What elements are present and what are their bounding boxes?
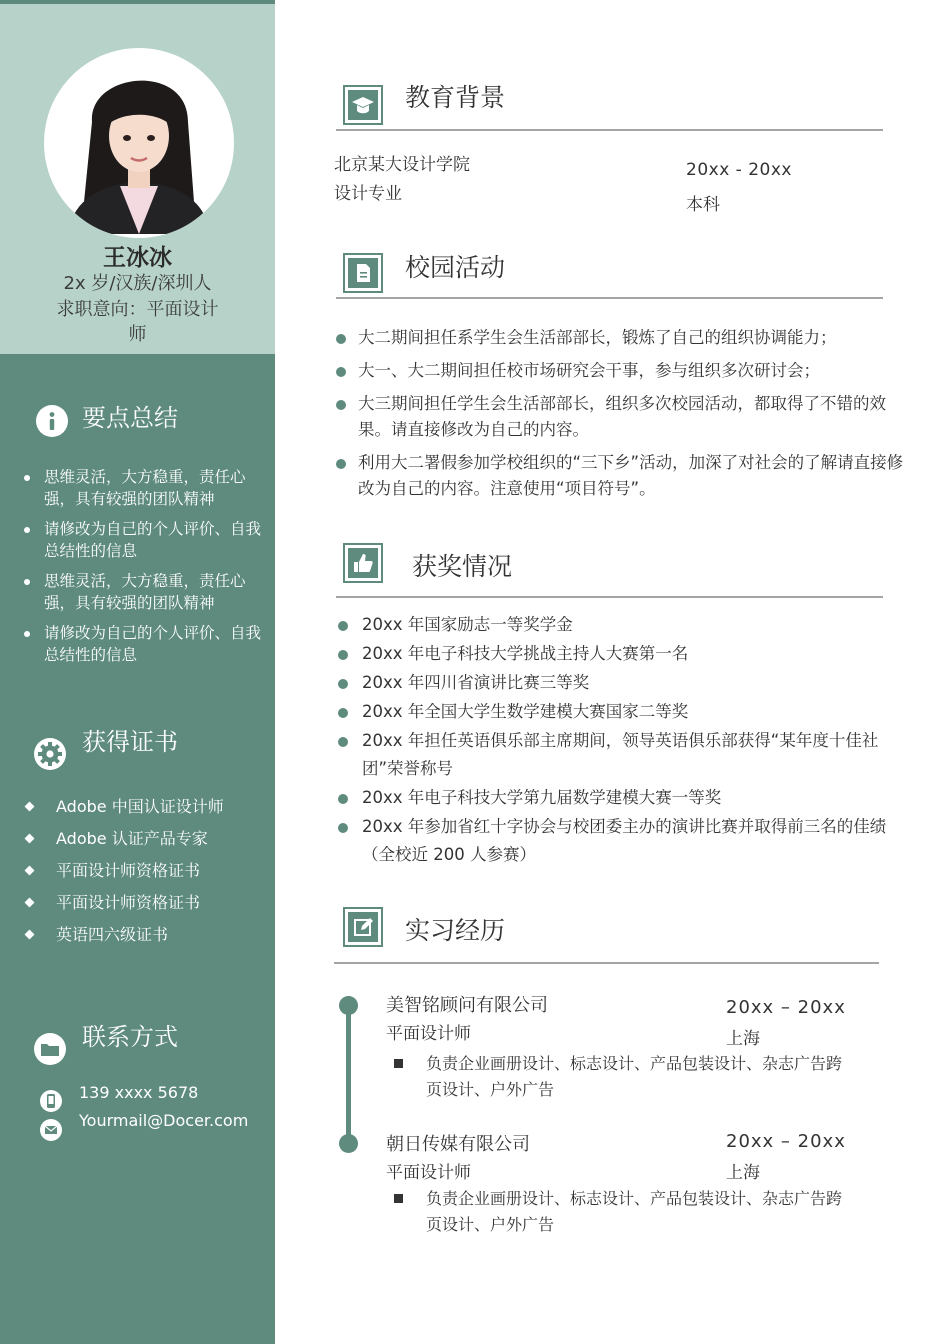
phone-number: 139 xxxx 5678 [79, 1083, 199, 1102]
degree: 本科 [686, 195, 720, 215]
list-item: 大二期间担任系学生会生活部部长，锻炼了自己的组织协调能力； [336, 325, 906, 351]
list-item: 20xx 年四川省演讲比赛三等奖 [338, 669, 898, 697]
summary-list [22, 466, 262, 674]
top-strip [0, 0, 275, 4]
bullet-icon [338, 737, 348, 747]
list-item: 20xx 年全国大学生数学建模大赛国家二等奖 [338, 698, 898, 726]
activities-heading: 校园活动 [405, 253, 506, 282]
edit-icon [343, 907, 383, 947]
diamond-bullet-icon [25, 930, 35, 940]
info-icon [36, 405, 68, 437]
activities-list [336, 325, 906, 509]
bullet-icon [336, 334, 346, 344]
section-divider [336, 596, 883, 598]
major: 设计专业 [334, 184, 402, 204]
job-period: 20xx – 20xx [726, 997, 846, 1018]
certificates-heading: 获得证书 [82, 728, 178, 756]
job-period: 20xx – 20xx [726, 1131, 846, 1152]
sidebar [0, 0, 275, 1344]
list-item: Adobe 中国认证设计师 [22, 795, 267, 827]
bullet-icon [336, 459, 346, 469]
list-item: 20xx 年国家励志一等奖学金 [338, 611, 898, 639]
list-item: 20xx 年电子科技大学挑战主持人大赛第一名 [338, 640, 898, 668]
list-item: 请修改为自己的个人评价、自我总结性的信息 [22, 518, 262, 562]
summary-heading: 要点总结 [82, 404, 178, 432]
graduation-cap-icon [343, 85, 383, 125]
candidate-name: 王冰冰 [103, 245, 172, 271]
profile-panel [0, 0, 275, 354]
education-period: 20xx - 20xx [686, 160, 792, 180]
section-divider [336, 297, 883, 299]
square-bullet-icon [394, 1194, 403, 1203]
mail-icon [40, 1119, 62, 1141]
list-item: 20xx 年担任英语俱乐部主席期间，领导英语俱乐部获得“某年度十佳社团”荣誉称号 [338, 727, 898, 783]
education-heading: 教育背景 [405, 83, 506, 112]
awards-list [338, 611, 898, 870]
avatar [44, 48, 234, 238]
certificates-list [22, 795, 267, 955]
list-item: 英语四六级证书 [22, 923, 267, 955]
list-item: 请修改为自己的个人评价、自我总结性的信息 [22, 622, 262, 666]
bullet-icon [338, 708, 348, 718]
job-role: 平面设计师 [386, 1024, 471, 1044]
job-company: 美智铭顾问有限公司 [386, 995, 548, 1016]
job-intent: 求职意向：平面设计师 [56, 299, 219, 345]
bullet-icon [24, 527, 30, 533]
internship-heading: 实习经历 [405, 916, 506, 945]
job-city: 上海 [726, 1029, 760, 1049]
folder-icon [34, 1033, 66, 1065]
bullet-icon [338, 823, 348, 833]
bullet-icon [338, 621, 348, 631]
list-item: 平面设计师资格证书 [22, 859, 267, 891]
diamond-bullet-icon [25, 866, 35, 876]
job-company: 朝日传媒有限公司 [386, 1134, 530, 1155]
list-item: 20xx 年电子科技大学第九届数学建模大赛一等奖 [338, 784, 898, 812]
list-item: Adobe 认证产品专家 [22, 827, 267, 859]
section-divider [336, 129, 883, 131]
email-address: Yourmail@Docer.com [79, 1111, 249, 1130]
awards-heading: 获奖情况 [412, 552, 513, 581]
bullet-icon [336, 367, 346, 377]
bullet-icon [336, 400, 346, 410]
section-divider [334, 962, 879, 964]
list-item: 大三期间担任学生会生活部部长，组织多次校园活动，都取得了不错的效果。请直接修改为自己的内容。 [336, 391, 906, 443]
list-item: 平面设计师资格证书 [22, 891, 267, 923]
job-description: 负责企业画册设计、标志设计、产品包装设计、杂志广告跨页设计、户外广告 [426, 1189, 843, 1234]
bullet-icon [338, 679, 348, 689]
contact-heading: 联系方式 [82, 1023, 178, 1051]
bullet-icon [338, 794, 348, 804]
candidate-bio: 2x 岁/汉族/深圳人 [63, 273, 212, 294]
square-bullet-icon [394, 1059, 403, 1068]
timeline-line [346, 1003, 351, 1143]
list-item: 20xx 年参加省红十字协会与校团委主办的演讲比赛并取得前三名的佳绩（全校近 200 人参赛） [338, 813, 898, 869]
document-icon [343, 253, 383, 293]
diamond-bullet-icon [25, 898, 35, 908]
list-item: 大一、大二期间担任校市场研究会干事，参与组织多次研讨会； [336, 358, 906, 384]
job-city: 上海 [726, 1163, 760, 1183]
phone-icon [40, 1090, 62, 1112]
diamond-bullet-icon [25, 802, 35, 812]
portrait-photo [48, 52, 230, 234]
list-item: 思维灵活，大方稳重，责任心强，具有较强的团队精神 [22, 570, 262, 614]
bullet-icon [24, 475, 30, 481]
thumbs-up-icon [343, 543, 383, 583]
list-item: 思维灵活，大方稳重，责任心强，具有较强的团队精神 [22, 466, 262, 510]
diamond-bullet-icon [25, 834, 35, 844]
bullet-icon [338, 650, 348, 660]
gear-icon [34, 738, 66, 770]
bullet-icon [24, 631, 30, 637]
job-role: 平面设计师 [386, 1163, 471, 1183]
bullet-icon [24, 579, 30, 585]
school-name: 北京某大设计学院 [334, 155, 470, 175]
timeline-dot [339, 996, 358, 1015]
list-item: 利用大二署假参加学校组织的“三下乡”活动，加深了对社会的了解请直接修改为自己的内容。注意使用“项目符号”。 [336, 450, 906, 502]
timeline-dot [339, 1134, 358, 1153]
job-description: 负责企业画册设计、标志设计、产品包装设计、杂志广告跨页设计、户外广告 [426, 1054, 843, 1099]
